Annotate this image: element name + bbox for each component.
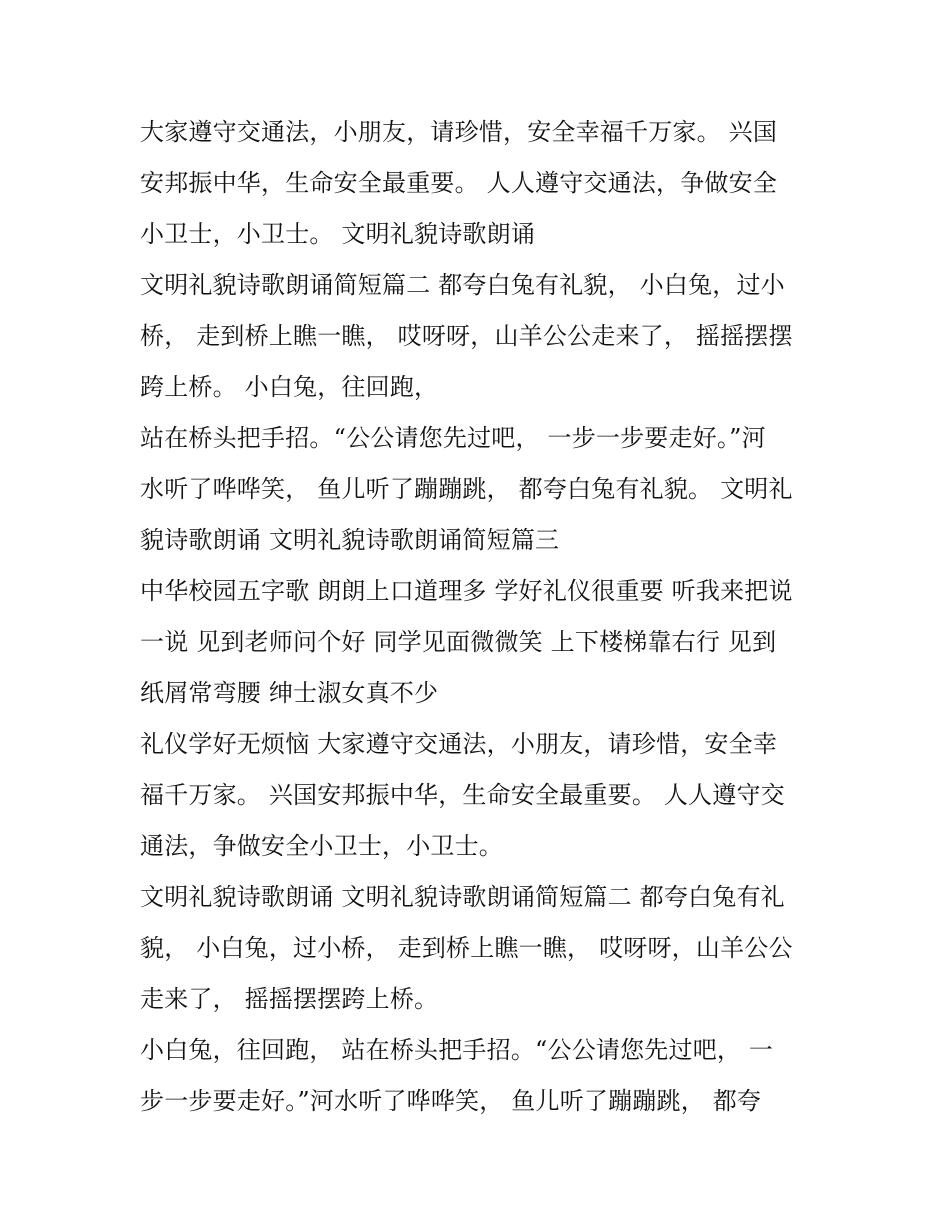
text-line: 站在桥头把手招。“公公请您先过吧， 一步一步要走好。”河 (140, 424, 766, 452)
text-line: 一说 见到老师问个好 同学见面微微笑 上下楼梯靠右行 见到 (140, 628, 777, 656)
text-line: 通法，争做安全小卫士，小卫士。 (140, 832, 503, 860)
text-line: 纸屑常弯腰 绅士淑女真不少 (140, 679, 439, 707)
text-line: 礼仪学好无烦恼 大家遵守交通法，小朋友，请珍惜，安全幸 (140, 730, 778, 758)
text-line: 中华校园五字歌 朗朗上口道理多 学好礼仪很重要 听我来把说 (140, 577, 793, 605)
text-line: 跨上桥。 小白兔，往回跑， (140, 373, 439, 401)
text-line: 桥， 走到桥上瞧一瞧， 哎呀呀，山羊公公走来了， 摇摇摆摆 (140, 322, 793, 350)
text-line: 福千万家。 兴国安邦振中华，生命安全最重要。 人人遵守交 (140, 781, 785, 809)
text-line: 走来了， 摇摇摆摆跨上桥。 (140, 985, 439, 1013)
text-line: 小卫士，小卫士。 文明礼貌诗歌朗诵 (140, 220, 536, 248)
text-line: 大家遵守交通法，小朋友，请珍惜，安全幸福千万家。 兴国 (140, 118, 778, 146)
body-text (140, 107, 820, 1127)
text-line: 文明礼貌诗歌朗诵 文明礼貌诗歌朗诵简短篇二 都夸白兔有礼 (140, 883, 785, 911)
text-line: 水听了哗哗笑， 鱼儿听了蹦蹦跳， 都夸白兔有礼貌。 文明礼 (140, 475, 793, 503)
text-line: 文明礼貌诗歌朗诵简短篇二 都夸白兔有礼貌， 小白兔，过小 (140, 271, 785, 299)
text-line: 安邦振中华，生命安全最重要。 人人遵守交通法，争做安全 (140, 169, 778, 197)
text-line: 步一步要走好。”河水听了哗哗笑， 鱼儿听了蹦蹦跳， 都夸 (140, 1087, 762, 1115)
text-line: 小白兔，往回跑， 站在桥头把手招。“公公请您先过吧， 一 (140, 1036, 774, 1064)
text-line: 貌诗歌朗诵 文明礼貌诗歌朗诵简短篇三 (140, 526, 560, 554)
text-line: 貌， 小白兔，过小桥， 走到桥上瞧一瞧， 哎呀呀，山羊公公 (140, 934, 793, 962)
